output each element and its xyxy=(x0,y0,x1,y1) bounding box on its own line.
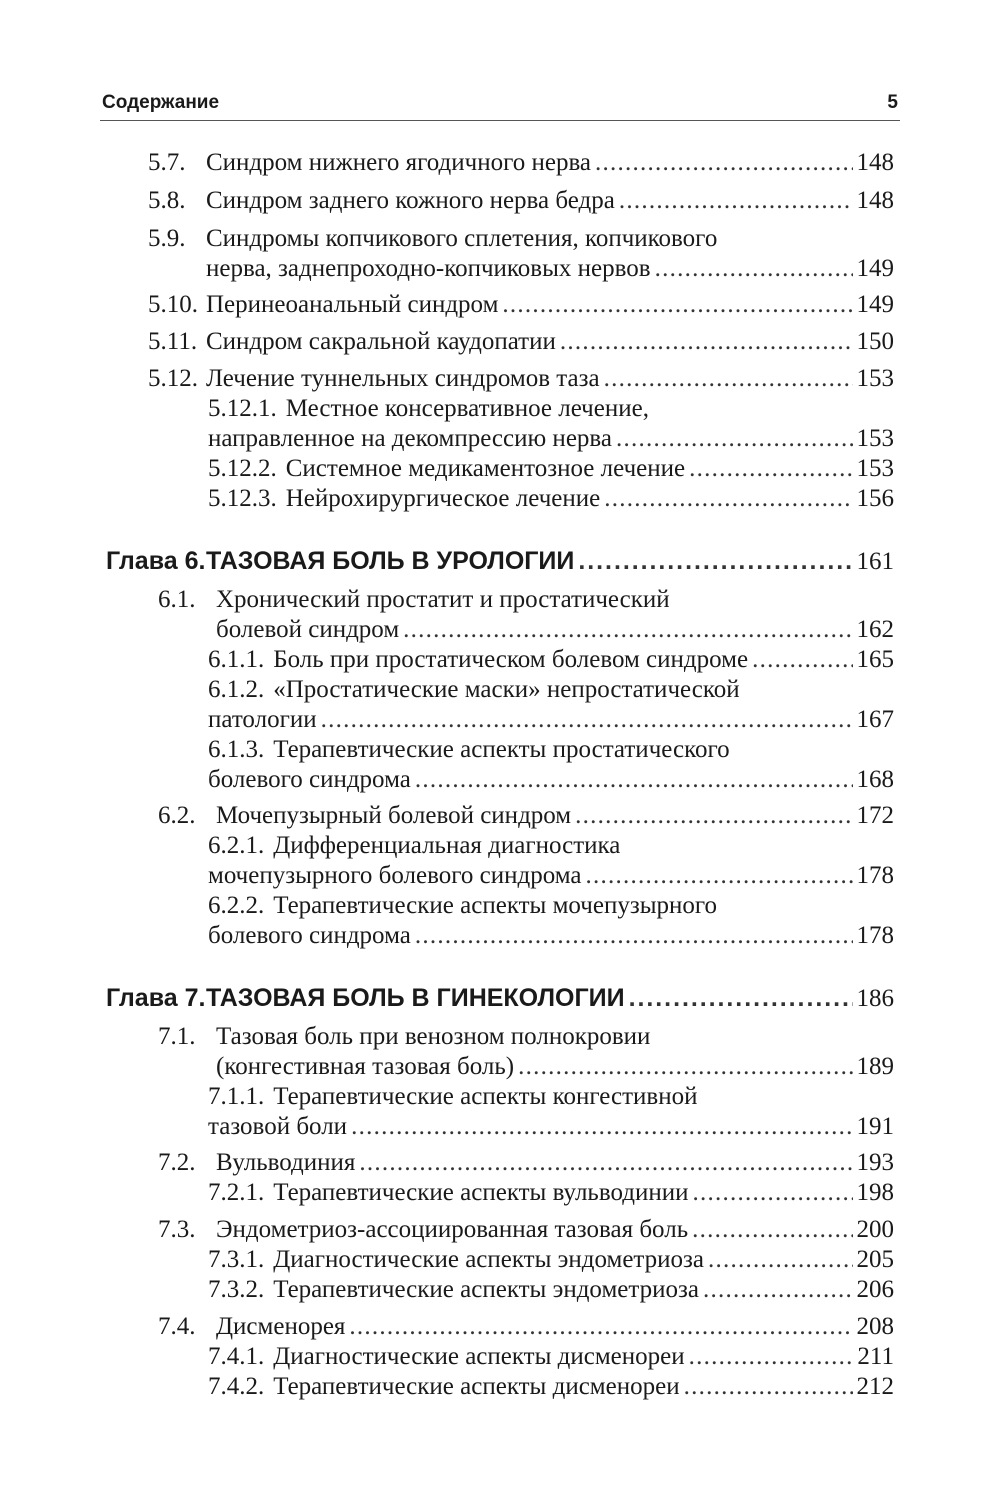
toc-page-number: 200 xyxy=(856,1216,894,1243)
toc-page-number: 178 xyxy=(856,862,894,889)
toc-dot-leader xyxy=(655,254,853,284)
toc-entry-title: Терапевтические аспекты эндометриоза xyxy=(273,1276,699,1303)
toc-page-number: 205 xyxy=(856,1246,894,1273)
toc-dot-leader xyxy=(575,801,852,831)
toc-entry-title: Дисменорея xyxy=(216,1313,346,1340)
toc-entry xyxy=(148,186,894,216)
toc-entry-line xyxy=(208,454,894,484)
toc-entry-number: 6.1.3. xyxy=(208,736,265,763)
toc-page-number: 178 xyxy=(856,922,894,949)
toc-entry xyxy=(208,454,894,484)
toc-entry-number: 5.7. xyxy=(148,149,186,176)
toc-entry xyxy=(208,1372,894,1402)
toc-dot-leader xyxy=(689,454,852,484)
toc-entry-number: Глава 7. xyxy=(106,984,206,1012)
toc-entry-title: Тазовая боль при венозном полнокровии xyxy=(216,1023,651,1050)
toc-entry-title: болевой синдром xyxy=(216,616,400,643)
toc-page-number: 153 xyxy=(856,365,894,392)
toc-entry-line xyxy=(148,254,894,284)
toc-entry-line xyxy=(208,675,894,705)
toc-entry-number: 6.1.2. xyxy=(208,676,265,703)
toc-entry-title: Терапевтические аспекты конгестивной xyxy=(273,1083,698,1110)
toc-entry-title: Вульводиния xyxy=(216,1149,356,1176)
toc-entry xyxy=(158,1022,894,1082)
toc-dot-leader xyxy=(752,645,852,675)
toc-entry-line xyxy=(208,484,894,514)
toc-entry-number: 5.12.3. xyxy=(208,485,277,512)
toc-page-number: 212 xyxy=(856,1373,894,1400)
toc-entry-title: Дифференциальная диагностика xyxy=(273,832,621,859)
toc-entry-title: Синдромы копчикового сплетения, копчикового xyxy=(206,225,718,252)
toc-entry-title: Терапевтические аспекты вульводинии xyxy=(273,1179,689,1206)
toc-page-number: 211 xyxy=(857,1343,894,1370)
toc-page-number: 186 xyxy=(856,985,894,1012)
toc-dot-leader xyxy=(415,765,853,795)
toc-entry xyxy=(148,327,894,357)
toc-dot-leader xyxy=(629,983,853,1013)
toc-page-number: 150 xyxy=(856,328,894,355)
toc-entry-line xyxy=(208,1112,894,1142)
toc-dot-leader xyxy=(619,186,853,216)
toc-page-number: 162 xyxy=(856,616,894,643)
toc-entry xyxy=(208,645,894,675)
toc-page-number: 172 xyxy=(856,802,894,829)
toc-entry xyxy=(208,831,894,891)
toc-entry-number: 5.10. xyxy=(148,291,198,318)
toc-entry-number: 5.9. xyxy=(148,225,186,252)
toc-entry-title: Синдром сакральной каудопатии xyxy=(206,328,556,355)
toc-entry-number: 6.2.1. xyxy=(208,832,265,859)
toc-entry-line xyxy=(158,615,894,645)
toc-entry-title: болевого синдрома xyxy=(208,766,411,793)
running-header xyxy=(100,88,900,121)
toc-entry-title: Местное консервативное лечение, xyxy=(285,395,649,422)
toc-entry xyxy=(148,224,894,284)
toc-dot-leader xyxy=(578,546,852,576)
toc-entry xyxy=(208,394,894,454)
toc-entry xyxy=(208,735,894,795)
toc-page-number: 191 xyxy=(856,1113,894,1140)
toc-entry xyxy=(148,148,894,178)
toc-entry-number: 6.2.2. xyxy=(208,892,265,919)
toc-dot-leader xyxy=(616,424,853,454)
toc-entry-title: Боль при простатическом болевом синдроме xyxy=(273,646,749,673)
toc-entry-number: 7.2.1. xyxy=(208,1179,265,1206)
toc-entry-title: Нейрохирургическое лечение xyxy=(285,485,601,512)
toc-entry xyxy=(148,290,894,320)
toc-entry xyxy=(148,364,894,394)
toc-chapter-entry xyxy=(106,983,894,1013)
toc-dot-leader xyxy=(708,1245,853,1275)
toc-entry-line xyxy=(208,1245,894,1275)
toc-page-number: 148 xyxy=(856,149,894,176)
header-title: Содержание xyxy=(102,92,220,113)
toc-page-number: 153 xyxy=(856,425,894,452)
toc-entry-line xyxy=(158,1022,894,1052)
toc-page-number: 198 xyxy=(856,1179,894,1206)
toc-entry-title: мочепузырного болевого синдрома xyxy=(208,862,582,889)
toc-entry-number: 7.4.2. xyxy=(208,1373,265,1400)
toc-entry xyxy=(158,801,894,831)
toc-entry-line xyxy=(148,327,894,357)
toc-dot-leader xyxy=(692,1178,852,1208)
toc-entry xyxy=(208,1275,894,1305)
toc-entry-line xyxy=(208,1372,894,1402)
toc-dot-leader xyxy=(703,1275,853,1305)
toc-entry-line xyxy=(106,983,894,1013)
toc-entry-line xyxy=(106,546,894,576)
toc-entry-line xyxy=(148,290,894,320)
toc-page-number: 148 xyxy=(856,187,894,214)
toc-entry xyxy=(208,1245,894,1275)
toc-entry-number: 7.3. xyxy=(158,1216,196,1243)
toc-entry-line xyxy=(158,801,894,831)
toc-dot-leader xyxy=(359,1148,852,1178)
toc-page-number: 206 xyxy=(856,1276,894,1303)
toc-entry-title: ТАЗОВАЯ БОЛЬ В ГИНЕКОЛОГИИ xyxy=(206,984,625,1012)
toc-dot-leader xyxy=(604,484,852,514)
toc-entry xyxy=(158,1312,894,1342)
toc-dot-leader xyxy=(585,861,852,891)
toc-entry-number: 5.12.1. xyxy=(208,395,277,422)
toc-entry xyxy=(208,1178,894,1208)
toc-entry-title: Терапевтические аспекты мочепузырного xyxy=(273,892,718,919)
toc-dot-leader xyxy=(349,1312,852,1342)
toc-entry-title: Перинеоанальный синдром xyxy=(206,291,499,318)
toc-entry-line xyxy=(208,831,894,861)
toc-page-number: 193 xyxy=(856,1149,894,1176)
toc-dot-leader xyxy=(518,1052,852,1082)
toc-entry-line xyxy=(158,585,894,615)
toc-dot-leader xyxy=(321,705,853,735)
toc-entry-line xyxy=(208,765,894,795)
toc-entry-number: 6.1. xyxy=(158,586,196,613)
toc-entry-line xyxy=(158,1052,894,1082)
toc-entry-title: Эндометриоз-ассоциированная тазовая боль xyxy=(216,1216,689,1243)
toc-chapter-entry xyxy=(106,546,894,576)
toc-entry-line xyxy=(148,148,894,178)
toc-entry xyxy=(158,1215,894,1245)
toc-dot-leader xyxy=(560,327,853,357)
toc-dot-leader xyxy=(689,1342,854,1372)
toc-entry-number: 5.12. xyxy=(148,365,198,392)
toc-page-number: 189 xyxy=(856,1053,894,1080)
toc-entry-line xyxy=(148,224,894,254)
toc-entry-line xyxy=(208,1275,894,1305)
toc-entry-line xyxy=(158,1215,894,1245)
header-page-number: 5 xyxy=(887,92,898,113)
toc-page-number: 161 xyxy=(856,548,894,575)
toc-entry-line xyxy=(208,705,894,735)
toc-entry-title: Синдром заднего кожного нерва бедра xyxy=(206,187,615,214)
toc-entry-title: (конгестивная тазовая боль) xyxy=(216,1053,515,1080)
toc-entry-title: ТАЗОВАЯ БОЛЬ В УРОЛОГИИ xyxy=(206,547,575,575)
toc-entry-line xyxy=(158,1148,894,1178)
toc-entry-title: Диагностические аспекты эндометриоза xyxy=(273,1246,704,1273)
toc-entry-number: 7.3.2. xyxy=(208,1276,265,1303)
toc-entry-number: 7.3.1. xyxy=(208,1246,265,1273)
toc-entry-line xyxy=(208,921,894,951)
toc-dot-leader xyxy=(692,1215,852,1245)
toc-entry xyxy=(208,1082,894,1142)
toc-entry-number: 7.4. xyxy=(158,1313,196,1340)
toc-page-number: 208 xyxy=(856,1313,894,1340)
toc-entry-line xyxy=(158,1312,894,1342)
toc-entry-title: Хронический простатит и простатический xyxy=(216,586,670,613)
toc-entry-line xyxy=(148,364,894,394)
toc-entry xyxy=(208,484,894,514)
toc-entry-line xyxy=(208,1082,894,1112)
toc-entry-title: Терапевтические аспекты дисменореи xyxy=(273,1373,680,1400)
toc-dot-leader xyxy=(415,921,853,951)
toc-page-number: 168 xyxy=(856,766,894,793)
toc-entry-title: Терапевтические аспекты простатического xyxy=(273,736,730,763)
toc-entry xyxy=(158,585,894,645)
toc-entry-number: 6.2. xyxy=(158,802,196,829)
toc-page-number: 156 xyxy=(856,485,894,512)
toc-entry-title: «Простатические маски» непростатической xyxy=(273,676,740,703)
toc-dot-leader xyxy=(604,364,853,394)
toc-entry-title: патологии xyxy=(208,706,317,733)
toc-entry-number: 7.1.1. xyxy=(208,1083,265,1110)
toc-page-number: 149 xyxy=(856,255,894,282)
toc-page-number: 165 xyxy=(856,646,894,673)
toc-entry-title: Системное медикаментозное лечение xyxy=(285,455,686,482)
toc-page-number: 149 xyxy=(856,291,894,318)
toc-entry-line xyxy=(208,645,894,675)
toc-entry-title: Лечение туннельных синдромов таза xyxy=(206,365,600,392)
toc-entry-number: 5.12.2. xyxy=(208,455,277,482)
toc-entry-line xyxy=(208,394,894,424)
toc-entry-number: 7.1. xyxy=(158,1023,196,1050)
toc-entry xyxy=(208,891,894,951)
toc-dot-leader xyxy=(502,290,852,320)
toc-entry-number: 6.1.1. xyxy=(208,646,265,673)
toc-entry-title: Синдром нижнего ягодичного нерва xyxy=(206,149,592,176)
toc-entry-title: направленное на декомпрессию нерва xyxy=(208,425,612,452)
toc-entry-line xyxy=(208,735,894,765)
toc-entry-line xyxy=(148,186,894,216)
toc-entry xyxy=(208,1342,894,1372)
toc-entry-title: Диагностические аспекты дисменореи xyxy=(273,1343,685,1370)
toc-entry xyxy=(208,675,894,735)
toc-entry-line xyxy=(208,424,894,454)
toc-entry-line xyxy=(208,1178,894,1208)
toc-dot-leader xyxy=(351,1112,852,1142)
toc-dot-leader xyxy=(684,1372,853,1402)
toc-entry-number: 7.4.1. xyxy=(208,1343,265,1370)
toc-entry-title: болевого синдрома xyxy=(208,922,411,949)
toc-entry-line xyxy=(208,1342,894,1372)
toc-entry-number: 7.2. xyxy=(158,1149,196,1176)
toc-entry-number: 5.11. xyxy=(148,328,198,355)
toc-entry-line xyxy=(208,861,894,891)
toc-entry-title: нерва, заднепроходно-копчиковых нервов xyxy=(206,255,651,282)
toc-entry xyxy=(158,1148,894,1178)
toc-page-number: 167 xyxy=(856,706,894,733)
toc-entry-line xyxy=(208,891,894,921)
toc-page-number: 153 xyxy=(856,455,894,482)
toc-entry-title: тазовой боли xyxy=(208,1113,348,1140)
toc-dot-leader xyxy=(403,615,852,645)
toc-entry-number: 5.8. xyxy=(148,187,186,214)
toc-entry-title: Мочепузырный болевой синдром xyxy=(216,802,572,829)
toc-entry-number: Глава 6. xyxy=(106,547,206,575)
toc-dot-leader xyxy=(595,148,852,178)
